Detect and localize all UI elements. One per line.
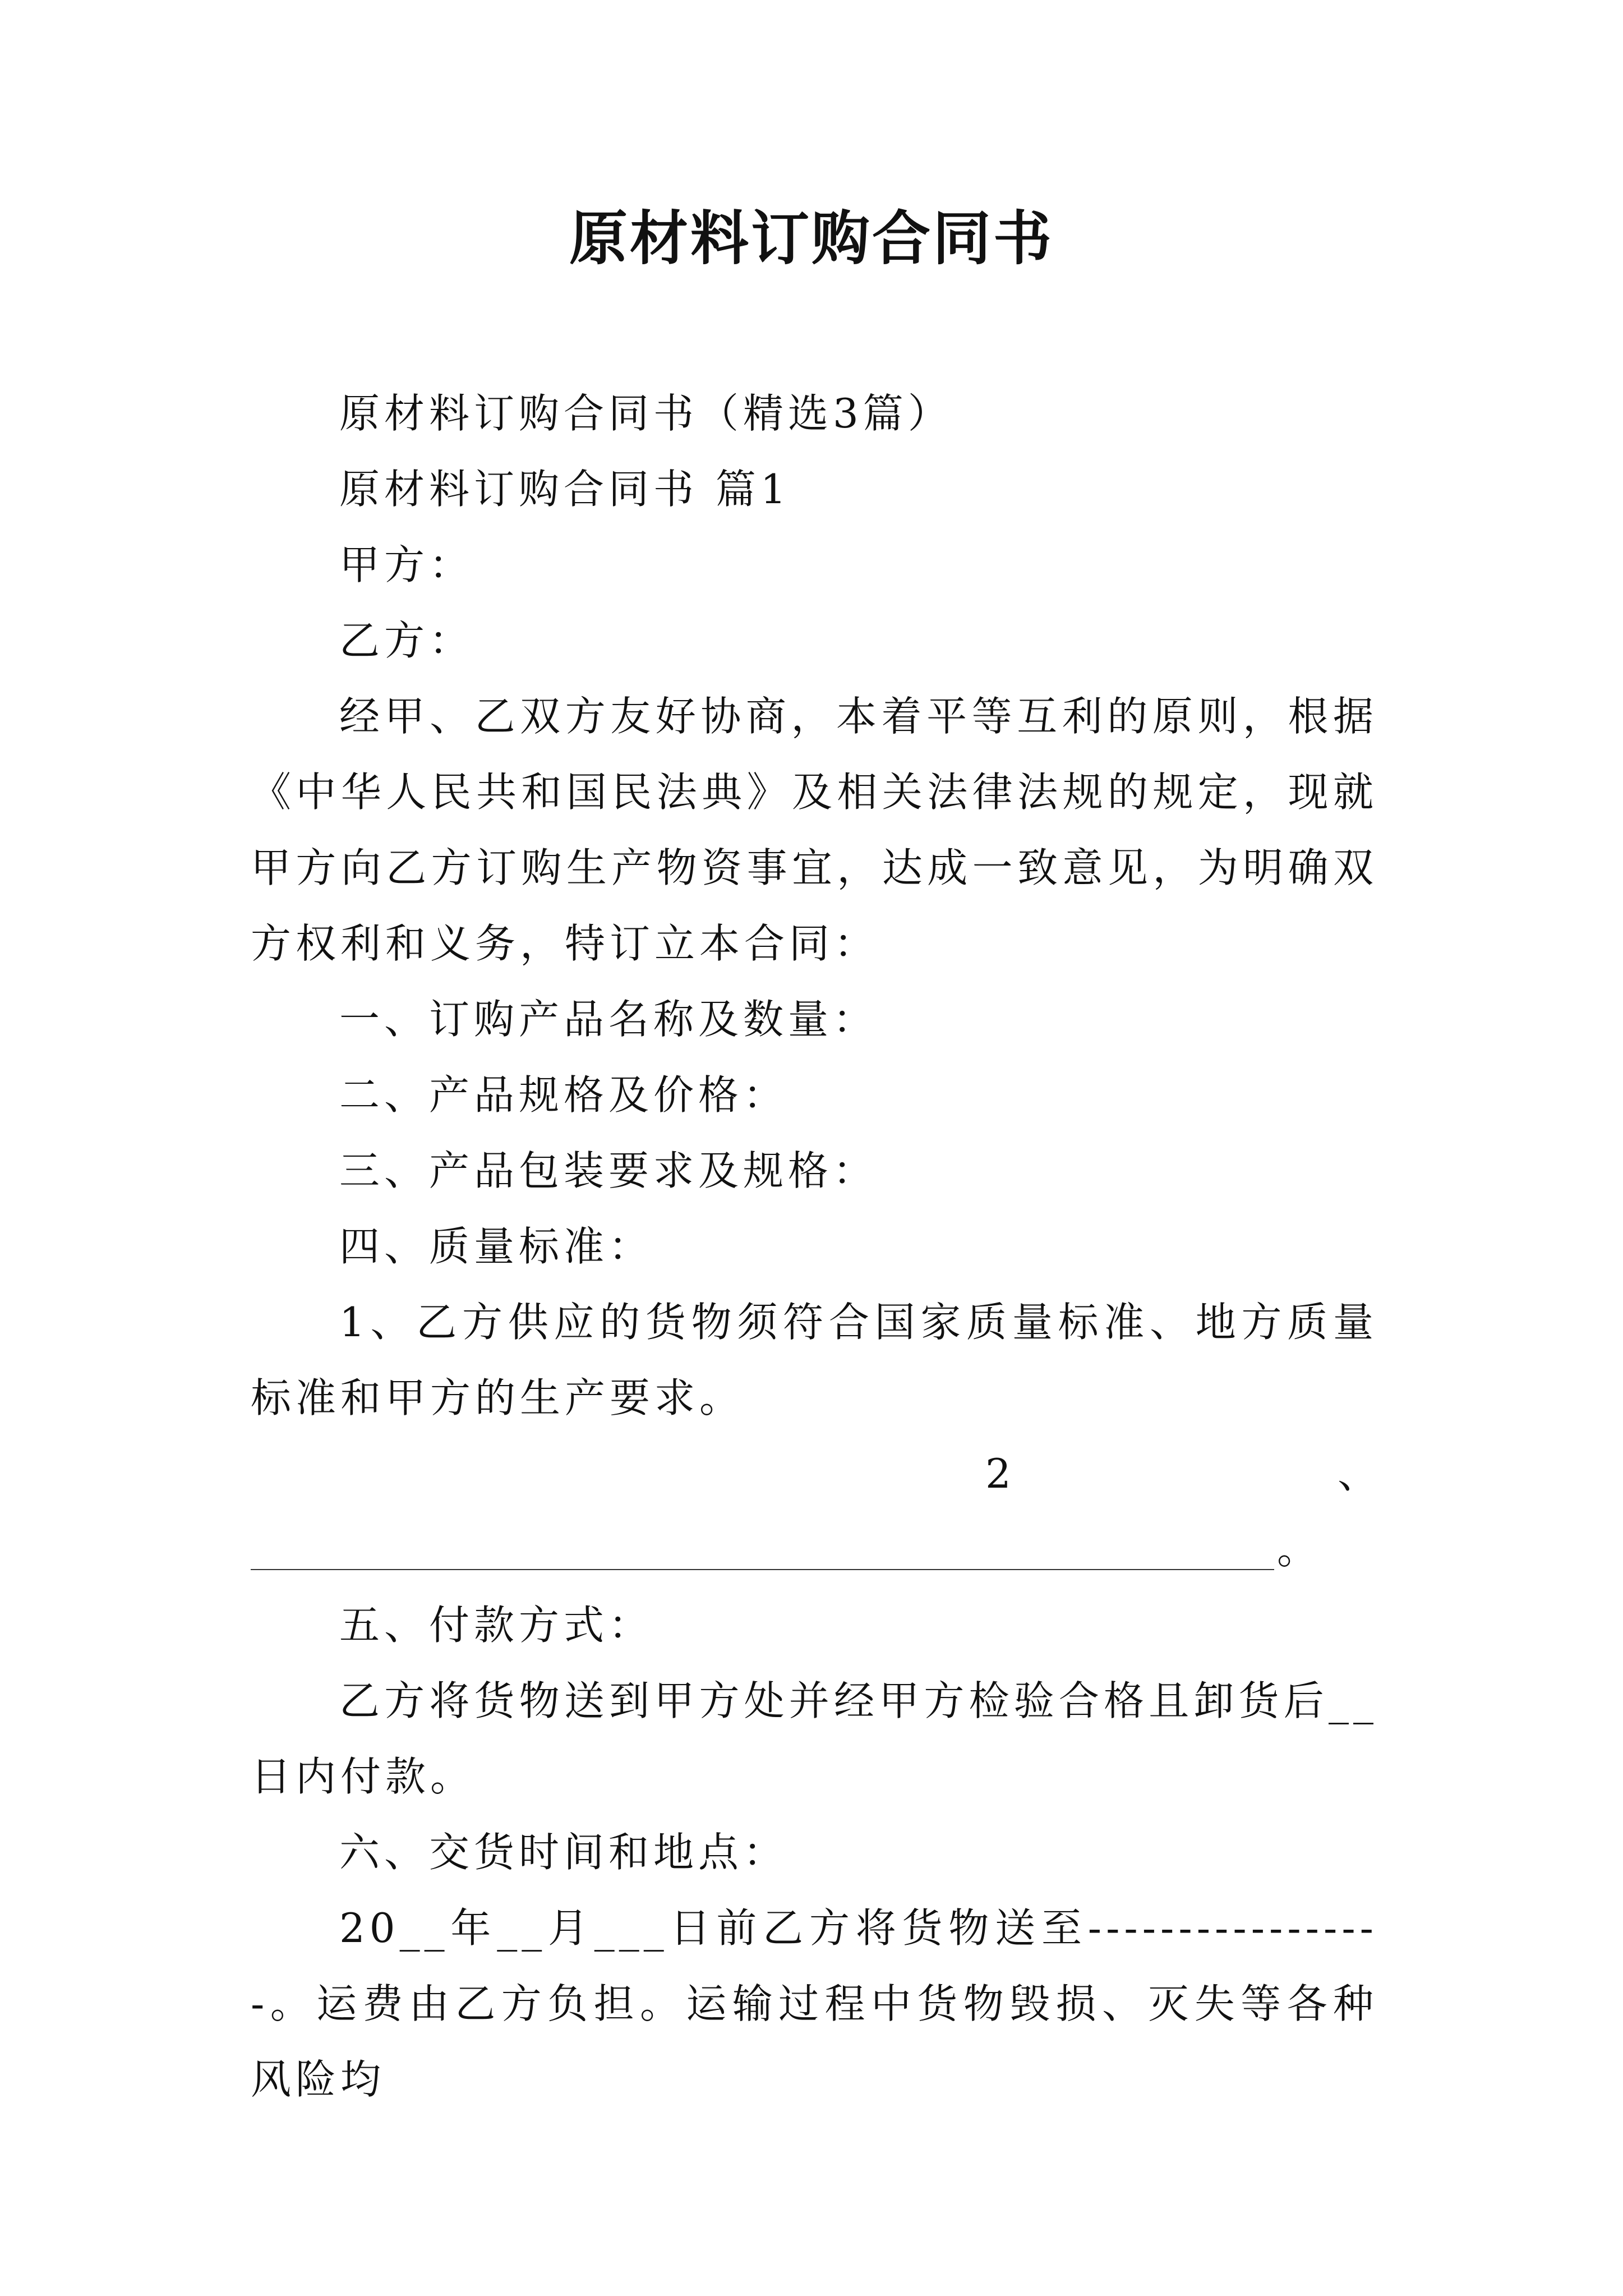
payment-paragraph: 乙方将货物送到甲方处并经甲方检验合格且卸货后__日内付款。: [251, 1677, 1378, 1800]
subtitle-line: 原材料订购合同书（精选3篇）: [339, 390, 953, 437]
blank-fill-line: [251, 1569, 1274, 1570]
quality-item-2-mark: 、: [1337, 1450, 1378, 1497]
quality-item-2-number: 2: [985, 1450, 1011, 1497]
intro-paragraph: 经甲、乙双方友好协商，本着平等互利的原则，根据《中华人民共和国民法典》及相关法律法规的规定，现就甲方向乙方订购生产物资事宜，达成一致意见，为明确双方权利和义务，特订立本合同：: [251, 693, 1378, 967]
clause-6-heading: 六、交货时间和地点：: [339, 1829, 789, 1876]
clause-1-heading: 一、订购产品名称及数量：: [339, 996, 878, 1043]
party-b-line: 乙方：: [339, 617, 474, 664]
clause-4-heading: 四、质量标准：: [339, 1223, 654, 1270]
party-a-line: 甲方：: [339, 541, 474, 588]
quality-item-2-end: 。: [1277, 1526, 1318, 1573]
document-title: 原材料订购合同书: [569, 204, 1054, 273]
clause-5-heading: 五、付款方式：: [339, 1602, 654, 1649]
document-body: [251, 376, 1378, 2118]
quality-item-1: 1、乙方供应的货物须符合国家质量标准、地方质量标准和甲方的生产要求。: [251, 1299, 1378, 1421]
quality-item-2: [251, 1436, 1378, 1512]
clause-2-heading: 二、产品规格及价格：: [339, 1071, 789, 1119]
quality-item-2-blank: [251, 1512, 1378, 1588]
delivery-paragraph: 20__年__月___日前乙方将货物送至-----------------。运费由乙方负担。运输过程中货物毁损、灭失等各种风险均: [251, 1904, 1378, 2103]
section-heading: 原材料订购合同书 篇1: [339, 466, 791, 513]
clause-3-heading: 三、产品包装要求及规格：: [339, 1147, 878, 1194]
